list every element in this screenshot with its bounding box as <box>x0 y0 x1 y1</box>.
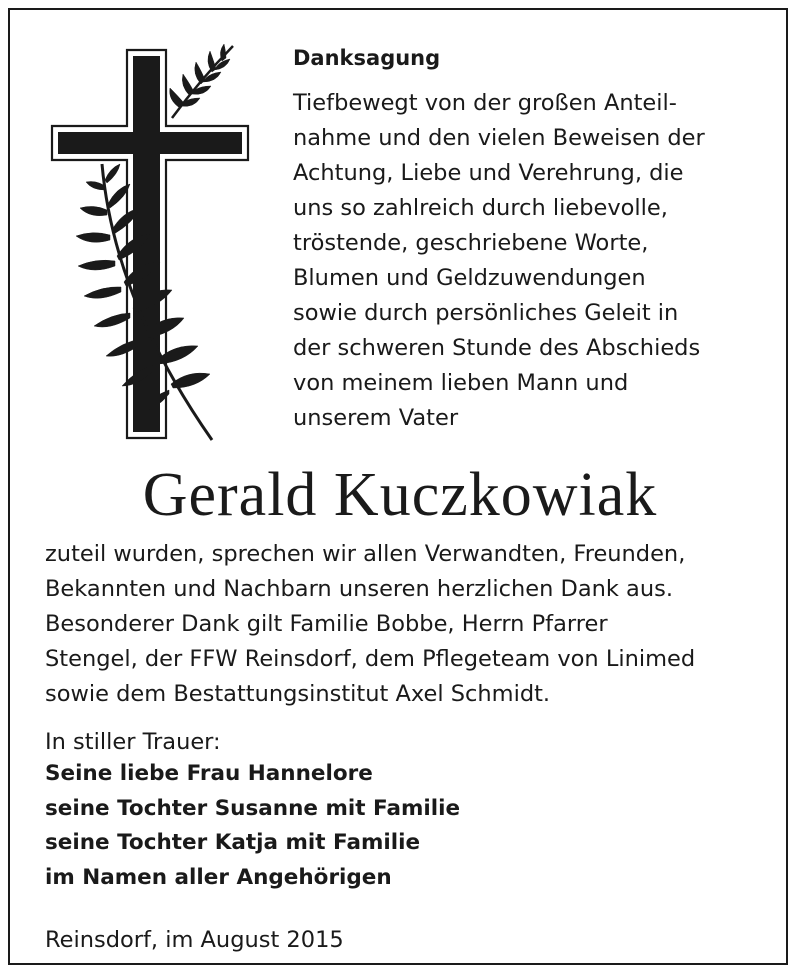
mourning-label: In stiller Trauer: <box>45 729 221 755</box>
intro-line: Achtung, Liebe und Verehrung, die <box>293 160 684 186</box>
thanks-line: Besonderer Dank gilt Familie Bobbe, Herrn Pfarrer <box>45 611 608 637</box>
mourner-entry: seine Tochter Katja mit Familie <box>45 830 421 855</box>
intro-line: sowie durch persönliches Geleit in <box>293 300 679 326</box>
mourners-list <box>45 757 460 895</box>
intro-line: von meinem lieben Mann und <box>293 370 629 396</box>
mourner-entry: im Namen aller Angehörigen <box>45 864 392 890</box>
cross-with-palm-branch-icon <box>50 40 250 445</box>
thanks-line: Stengel, der FFW Reinsdorf, dem Pflegeteam von Linimed <box>45 646 696 672</box>
thanks-line: sowie dem Bestattungsinstitut Axel Schmidt. <box>45 681 551 707</box>
intro-line: Blumen und Geldzuwendungen <box>293 265 646 291</box>
intro-line: tröstende, geschriebene Worte, <box>293 230 649 256</box>
intro-line: Tiefbewegt von der großen Anteil- <box>293 90 677 116</box>
place-date: Reinsdorf, im August 2015 <box>45 927 344 953</box>
notice-heading: Danksagung <box>293 46 441 70</box>
mourner-entry: Seine liebe Frau Hannelore <box>45 761 373 786</box>
intro-line: uns so zahlreich durch liebevolle, <box>293 195 668 221</box>
deceased-name: Gerald Kuczkowiak <box>142 461 658 529</box>
intro-line: nahme und den vielen Beweisen der <box>293 125 705 151</box>
thanks-line: zuteil wurden, sprechen wir allen Verwandten, Freunden, <box>45 541 686 567</box>
thanks-text <box>45 537 775 712</box>
mourner-entry: seine Tochter Susanne mit Familie <box>45 795 461 821</box>
intro-line: der schweren Stunde des Abschieds <box>293 335 701 361</box>
thanks-line: Bekannten und Nachbarn unseren herzlichen Dank aus. <box>45 576 673 602</box>
intro-text <box>293 86 763 436</box>
intro-line: unserem Vater <box>293 405 459 431</box>
